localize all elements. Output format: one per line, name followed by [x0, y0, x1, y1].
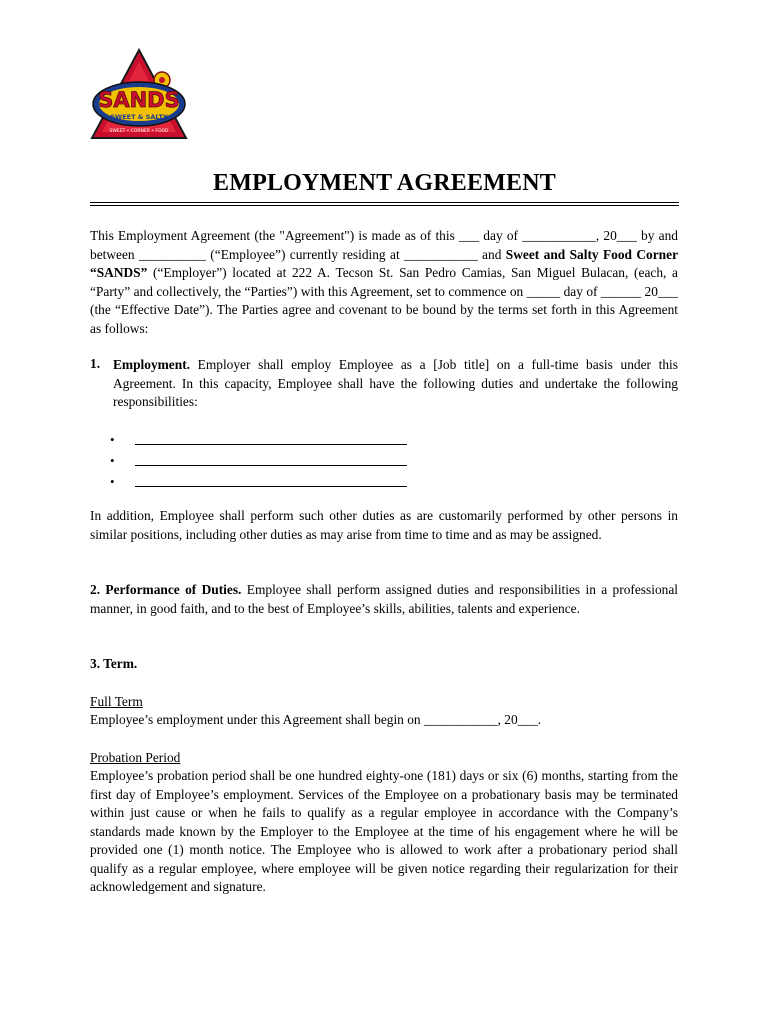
bullet-icon: • [110, 453, 115, 468]
bullet-icon: • [110, 432, 115, 447]
blank-line [135, 486, 407, 487]
svg-text:SANDS: SANDS [98, 88, 180, 112]
title-rule-thin [90, 205, 679, 206]
probation-heading: Probation Period [90, 750, 181, 765]
title-rule [90, 202, 679, 203]
section-1-number: 1. [90, 356, 101, 371]
blank-line [135, 444, 407, 445]
section-3-heading: 3. Term. [90, 656, 138, 671]
sands-logo [86, 44, 192, 150]
svg-text:SWEET • CORNER • FOOD: SWEET • CORNER • FOOD [109, 129, 169, 134]
full-term-text: Employee’s employment under this Agreement shall begin on ___________, 20___. [90, 712, 542, 727]
intro-paragraph: This Employment Agreement (the "Agreement") is made as of this ___ day of ___________, 20___ by and between __________ (“Employee”) currently residing at ___________ and Sweet and Salty Food Corner “SANDS” (“Employer”) located at 222 A. Tecson St. San Pedro Camias, San Miguel Bulacan, (each, a “Party” and collectively, the “Parties”) with this Agreement, set to commence on _____ day of ______ 20___ (the “Effective Date”). The Parties agree and covenant to be bound by the terms set forth in this Agreement as follows: [90, 228, 679, 336]
section-2-paragraph: 2. Performance of Duties. Employee shall perform assigned duties and responsibilities in a professional manner, in good faith, and to the best of Employee’s skills, abilities, talents and experience. [90, 582, 679, 616]
bullet-icon: • [110, 474, 115, 489]
svg-text:SWEET & SALTY: SWEET & SALTY [110, 113, 168, 121]
blank-line [135, 465, 407, 466]
section-1-addition: In addition, Employee shall perform such other duties as are customarily performed by other persons in similar positions, including other duties as may arise from time to time and as may be assigned. [90, 508, 678, 542]
probation-text: Employee’s probation period shall be one hundred eighty-one (181) days or six (6) months, starting from the first day of Employee’s employment. Services of the Employee on a probationary basis may be terminated within just cause or when he fails to qualify as a regular employee in accordance with the Company’s standards made known by the Employer to the Employee at the time of his engagement where he will be provided one (1) month notice. The Employee who is allowed to work after a probationary period shall qualify as a regular employee, where employee will be given notice regarding their regularization for their acknowledgement and signature. [90, 768, 678, 894]
full-term-heading: Full Term [90, 694, 143, 709]
section-1-paragraph: Employment. Employer shall employ Employee as a [Job title] on a full-time basis under this Agreement. In this capacity, Employee shall have the following duties and undertake the following responsibilities: [113, 357, 678, 409]
document-title: EMPLOYMENT AGREEMENT [213, 170, 556, 196]
